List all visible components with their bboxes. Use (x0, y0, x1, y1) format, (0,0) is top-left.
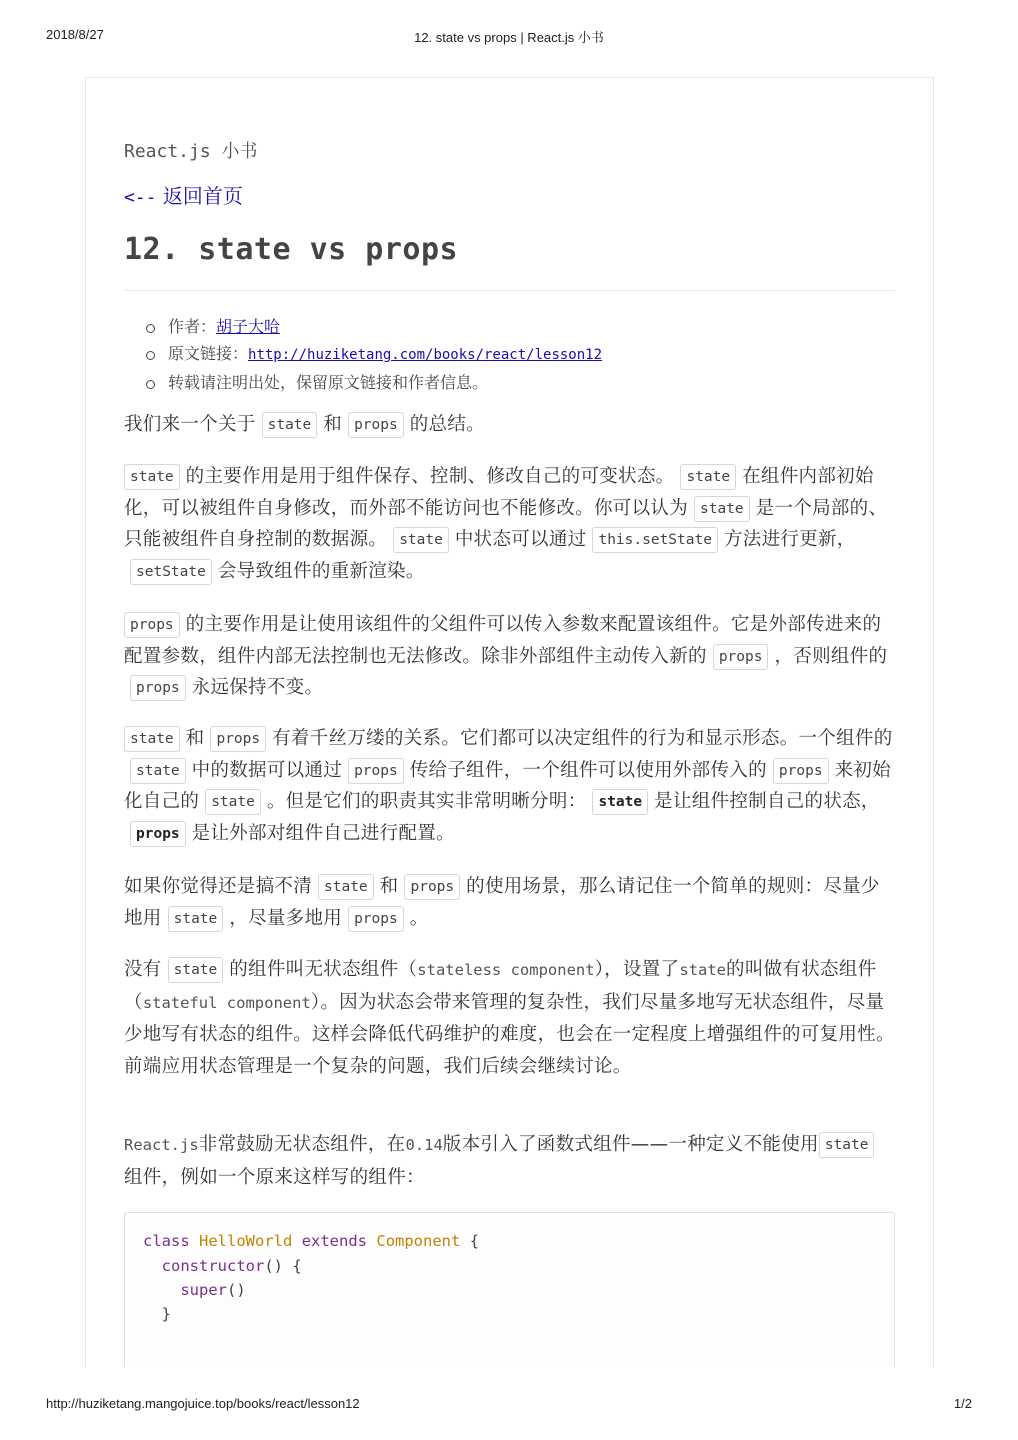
paragraph-2: state 的主要作用是用于组件保存、控制、修改自己的可变状态。 state 在组件内部初始化，可以被组件自身修改，而外部不能访问也不能修改。你可以认为 state 是一个局部的、只能被组件自身控制的数据源。 state 中状态可以通过 this.setState 方法进行更新，setState 会导致组件的重新渲染。 (124, 461, 895, 587)
code-line-2: constructor() { (161, 1257, 302, 1275)
code-line-4: } (161, 1305, 172, 1323)
inline-code: state (318, 874, 374, 900)
print-footer (0, 1396, 1018, 1416)
print-page-number: 1/2 (953, 1396, 972, 1411)
meta-notice: 转载请注明出处，保留原文链接和作者信息。 (146, 369, 602, 396)
inline-code: state (168, 957, 224, 983)
inline-code: props (124, 612, 180, 638)
paragraph-5: 如果你觉得还是搞不清 state 和 props 的使用场景，那么请记住一个简单的规则：尽量少地用 state ，尽量多地用 props 。 (124, 871, 895, 934)
inline-code: state (168, 906, 224, 932)
inline-code: state (819, 1132, 875, 1158)
title-divider (124, 290, 895, 291)
inline-code: props (210, 726, 266, 752)
paragraph-1: 我们来一个关于 state 和 props 的总结。 (124, 409, 895, 441)
paragraph-6: 没有 state 的组件叫无状态组件（stateless component），设置了state的叫做有状态组件（stateful component）。因为状态会带来管理的复杂性，我们尽量多地写无状态组件，尽量少地写有状态的组件。这样会降低代码维护的难度，也会在一定程度上增强组件的可复用性。前端应用状态管理是一个复杂的问题，我们后续会继续讨论。 (124, 959, 895, 1077)
meta-source: 原文链接：http://huziketang.com/books/react/lesson12 (146, 340, 602, 369)
author-link[interactable]: 胡子大哈 (216, 317, 281, 336)
inline-code: setState (130, 559, 212, 585)
inline-code: props (348, 412, 404, 438)
paragraph-7: React.js非常鼓励无状态组件，在0.14版本引入了函数式组件——一种定义不能使用 state组件，例如一个原来这样写的组件： (124, 1129, 895, 1193)
code-line-3: super() (180, 1281, 246, 1299)
page-title: 12. state vs props (124, 232, 459, 267)
back-home-link[interactable] (124, 180, 243, 209)
paragraph-3: props 的主要作用是让使用该组件的父组件可以传入参数来配置该组件。它是外部传进来的配置参数，组件内部无法控制也无法修改。除非外部组件主动传入新的 props ，否则组件的props 永远保持不变。 (124, 609, 895, 704)
code-line-1: class HelloWorld extends Component { (143, 1232, 480, 1250)
inline-code: state (205, 789, 261, 815)
inline-code: props (773, 758, 829, 784)
source-link[interactable]: http://huziketang.com/books/react/lesson12 (248, 347, 603, 363)
article-meta-list (146, 313, 602, 396)
print-date: 2018/8/27 (46, 27, 104, 42)
inline-code: this.setState (592, 527, 718, 553)
back-arrow: <-- (124, 187, 157, 208)
code-block (124, 1212, 895, 1367)
site-title: React.js 小书 (124, 141, 258, 162)
print-title: 12. state vs props | React.js 小书 (414, 30, 604, 45)
inline-code: state (124, 726, 180, 752)
paragraph-4: state 和 props 有着千丝万缕的关系。它们都可以决定组件的行为和显示形态。一个组件的state 中的数据可以通过 props 传给子组件，一个组件可以使用外部传入的 props 来初始化自己的 state 。但是它们的职责其实非常明晰分明： state 是让组件控制自己的状态，props 是让外部对组件自己进行配置。 (124, 723, 895, 849)
inline-code: props (348, 758, 404, 784)
inline-code: props (404, 874, 460, 900)
inline-code: props (348, 906, 404, 932)
inline-code: state (124, 464, 180, 490)
inline-code: state (130, 758, 186, 784)
inline-code: state (393, 527, 449, 553)
back-home-label: 返回首页 (162, 184, 243, 208)
inline-code-strong: props (130, 821, 186, 847)
print-url: http://huziketang.mangojuice.top/books/react/lesson12 (46, 1396, 360, 1411)
article-card (85, 77, 934, 1367)
print-header (0, 27, 1018, 47)
meta-author: 作者：胡子大哈 (146, 313, 602, 340)
inline-code-strong: state (592, 789, 648, 815)
inline-code: props (713, 644, 769, 670)
inline-code: props (130, 675, 186, 701)
inline-code: state (680, 464, 736, 490)
inline-code: state (262, 412, 318, 438)
inline-code: state (694, 496, 750, 522)
